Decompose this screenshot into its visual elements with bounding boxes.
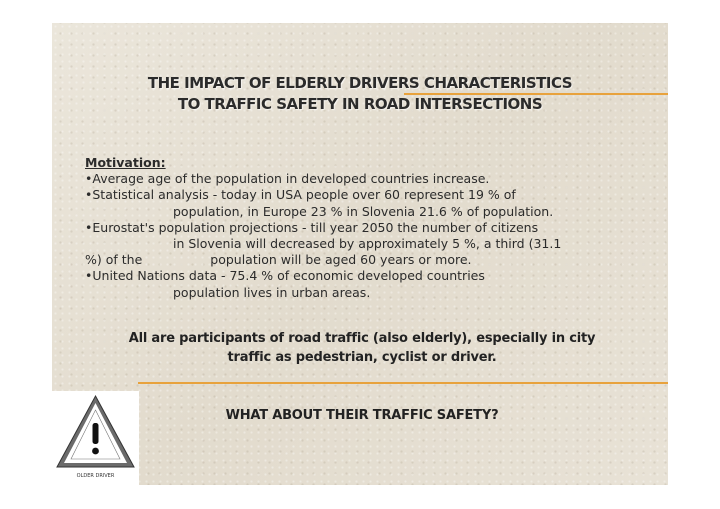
traffic-safety-question: WHAT ABOUT THEIR TRAFFIC SAFETY? [225,408,499,423]
bullet-eurostat-cont-2a: %) of the [85,252,143,268]
bullet-statistical-analysis-cont: population, in Europe 23 % in Slovenia 21.6 % of population. [173,203,554,219]
slide [52,23,668,485]
accent-rule-bottom [138,382,668,384]
warning-triangle-icon [54,393,137,473]
motivation-heading: Motivation: [85,155,166,170]
bullet-eurostat: •Eurostat's population projections - till year 2050 the number of citizens [85,219,539,235]
bullet-eurostat-cont-2b: population will be aged 60 years or more. [210,252,472,268]
participants-statement [72,329,652,367]
slide-title-line-1: THE IMPACT OF ELDERLY DRIVERS CHARACTERISTICS [147,74,573,92]
bullet-united-nations: •United Nations data - 75.4 % of economic developed countries [85,268,485,284]
bullet-average-age: •Average age of the population in developed countries increase. [85,171,490,187]
bullet-statistical-analysis: •Statistical analysis - today in USA people over 60 represent 19 % of [85,187,516,203]
accent-rule-top [404,93,668,95]
bullet-united-nations-cont: population lives in urban areas. [173,284,371,300]
participants-statement-line-2: traffic as pedestrian, cyclist or driver. [227,350,497,365]
bullet-eurostat-cont-1: in Slovenia will decreased by approximately 5 %, a third (31.1 [173,236,562,252]
slide-title-line-2: TO TRAFFIC SAFETY IN ROAD INTERSECTIONS [177,95,543,113]
motivation-section [85,155,660,301]
participants-statement-line-1: All are participants of road traffic (also elderly), especially in city [128,331,596,346]
sign-caption: OLDER DRIVER [76,473,115,479]
bullet-eurostat-cont-2 [85,252,660,268]
older-driver-sign [52,391,139,485]
